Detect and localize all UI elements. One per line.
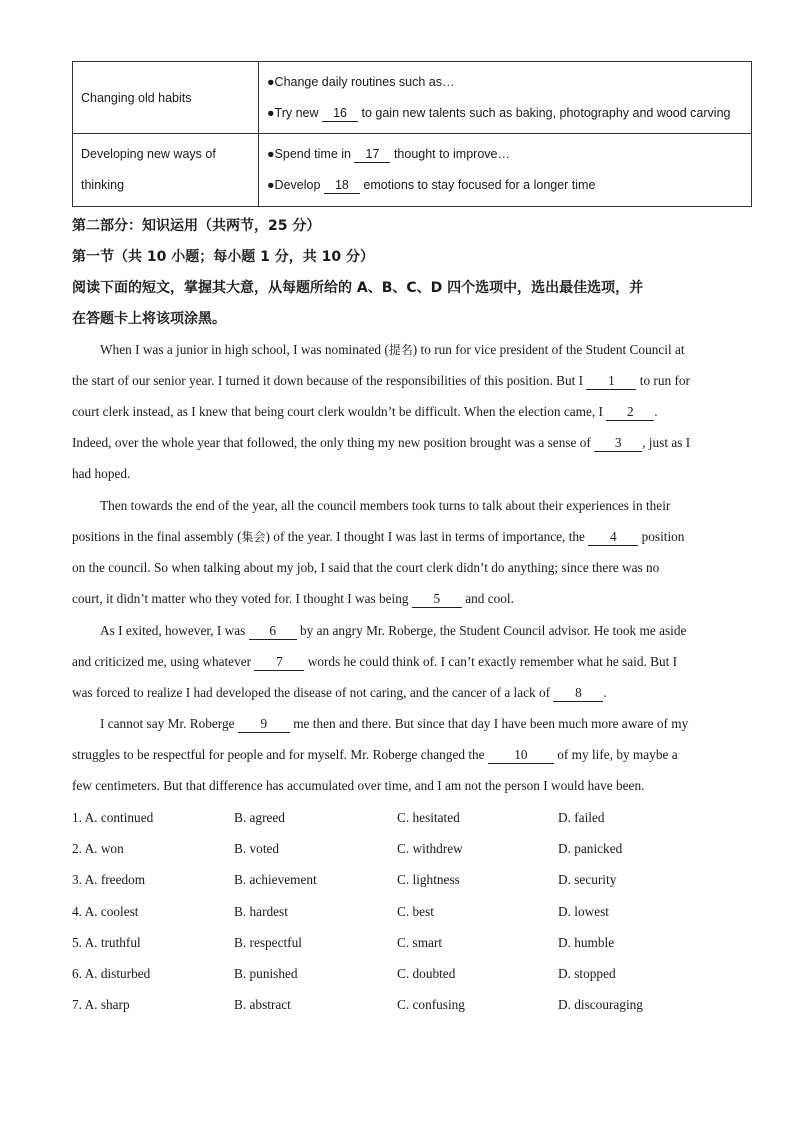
passage-line: had hoped. (72, 466, 131, 481)
table-item (267, 67, 743, 98)
option-a: 5. A. truthful (72, 934, 141, 950)
table-row-content (259, 134, 752, 207)
answer-options (72, 802, 752, 1020)
text: position (638, 529, 685, 544)
text: positions in the final assembly ( (72, 529, 242, 544)
passage-line (72, 396, 752, 427)
option-c: C. doubted (397, 965, 456, 981)
option-d: D. stopped (558, 965, 616, 981)
passage-line (72, 615, 752, 646)
option-a: 2. A. won (72, 841, 124, 857)
instruction-line: 阅读下面的短文，掌握其大意，从每题所给的 A、B、C、D 四个选项中，选出最佳选项，并 (72, 280, 644, 296)
passage-paragraph-2 (72, 490, 752, 614)
text: the start of our senior year. I turned it down because of the responsibilities of this position. But I (72, 373, 587, 388)
option-d: D. security (558, 872, 617, 888)
gloss-text: 提名 (388, 343, 413, 357)
option-c: C. smart (397, 934, 443, 950)
option-d: D. failed (558, 810, 605, 825)
table-row (73, 134, 752, 207)
option-c: C. lightness (397, 872, 460, 888)
option-row-7 (72, 989, 752, 1020)
text: was forced to realize I had developed the disease of not caring, and the cancer of a lack of (72, 685, 554, 700)
text: and criticized me, using whatever (72, 654, 255, 669)
option-d: D. panicked (558, 841, 623, 857)
text: me then and there. But since that day I have been much more aware of my (289, 716, 689, 731)
table-label-line: Changing old habits (81, 90, 192, 105)
option-c: C. confusing (397, 997, 465, 1013)
summary-table (72, 61, 752, 207)
option-row-2 (72, 833, 752, 864)
text: words he could think of. I can’t exactly remember what he said. But I (304, 654, 678, 669)
option-d: D. discouraging (558, 997, 643, 1013)
option-a: 7. A. sharp (72, 997, 130, 1013)
blank-16: 16 (322, 105, 358, 122)
option-c: C. hesitated (397, 810, 460, 825)
text: , just as I (642, 435, 691, 450)
blank-18: 18 (324, 177, 360, 194)
table-item (267, 98, 743, 129)
text: ) of the year. I thought I was last in terms of importance, the (265, 529, 589, 544)
text: struggles to be respectful for people and for myself. Mr. Roberge changed the (72, 747, 488, 762)
blank-6: 6 (249, 623, 297, 640)
text: to run for (636, 373, 690, 388)
passage-line (72, 583, 752, 614)
instruction-line: 在答题卡上将该项涂黑。 (72, 311, 226, 327)
text: ) to run for vice president of the Student Council at (412, 342, 685, 357)
passage-line (72, 739, 752, 770)
passage-line (72, 521, 752, 552)
passage-line (72, 365, 752, 396)
option-c: C. best (397, 903, 434, 919)
table-row-content (259, 62, 752, 134)
passage-paragraph-4 (72, 708, 752, 801)
table-row-label (73, 134, 259, 207)
option-a: 1. A. continued (72, 810, 154, 825)
blank-3: 3 (594, 435, 642, 452)
text: Indeed, over the whole year that followed, the only thing my new position brought was a sense of (72, 435, 595, 450)
option-b: B. respectful (234, 934, 302, 950)
passage-line: on the council. So when talking about my job, I said that the court clerk didn’t do anything; since there was no (72, 560, 660, 575)
option-b: B. punished (234, 965, 298, 981)
option-row-3 (72, 864, 752, 895)
option-b: B. hardest (234, 903, 288, 919)
table-label-line: Developing new ways of (81, 147, 216, 161)
option-c: C. withdrew (397, 841, 463, 857)
part-title: 第二部分：知识运用（共两节，25 分） (72, 218, 321, 234)
option-a: 6. A. disturbed (72, 965, 151, 981)
passage-line (72, 677, 752, 708)
blank-1: 1 (586, 373, 636, 390)
passage-line: few centimeters. But that difference has accumulated over time, and I am not the person I would have been. (72, 778, 645, 793)
passage-line (72, 427, 752, 458)
option-row-4 (72, 896, 752, 927)
table-row-label (73, 62, 259, 134)
passage-line (72, 708, 752, 739)
passage-line (72, 334, 752, 365)
text: court clerk instead, as I knew that being court clerk wouldn’t be difficult. When the election came, I (72, 404, 607, 419)
table-item-text: to gain new talents such as baking, photography and wood carving (358, 105, 731, 120)
blank-10: 10 (488, 747, 554, 764)
text: . (603, 685, 607, 700)
text: I cannot say Mr. Roberge (100, 716, 238, 731)
table-item-text: ●Change daily routines such as… (267, 74, 455, 89)
option-b: B. agreed (234, 810, 285, 825)
table-item-text: ●Spend time in (267, 147, 355, 161)
text: court, it didn’t matter who they voted for. I thought I was being (72, 591, 412, 606)
text: by an angry Mr. Roberge, the Student Council advisor. He took me aside (296, 623, 687, 638)
gloss-text: 集会 (241, 530, 266, 544)
option-a: 4. A. coolest (72, 903, 139, 919)
table-item-text: emotions to stay focused for a longer time (359, 178, 596, 192)
text: When I was a junior in high school, I was nominated ( (100, 342, 389, 357)
table-item (267, 170, 743, 201)
table-item-text: ●Try new (267, 105, 323, 120)
option-b: B. abstract (234, 997, 291, 1013)
option-row-6 (72, 958, 752, 989)
table-item (267, 139, 743, 170)
option-row-1 (72, 802, 752, 833)
option-b: B. achievement (234, 872, 317, 888)
passage-line: Then towards the end of the year, all the council members took turns to talk about their experiences in their (100, 498, 671, 513)
passage-paragraph-1 (72, 334, 752, 489)
blank-5: 5 (412, 591, 462, 608)
option-row-5 (72, 927, 752, 958)
text: . (654, 404, 658, 419)
text: of my life, by maybe a (553, 747, 678, 762)
blank-17: 17 (354, 146, 390, 163)
table-label-line: thinking (81, 178, 125, 192)
option-d: D. humble (558, 934, 615, 950)
table-row (73, 62, 752, 134)
text: and cool. (461, 591, 514, 606)
option-b: B. voted (234, 841, 280, 857)
passage-line (72, 646, 752, 677)
blank-9: 9 (238, 716, 290, 733)
option-d: D. lowest (558, 903, 609, 919)
passage-paragraph-3 (72, 615, 752, 708)
blank-4: 4 (588, 529, 638, 546)
table-item-text: thought to improve… (390, 147, 510, 161)
blank-2: 2 (606, 404, 654, 421)
blank-7: 7 (254, 654, 304, 671)
text: As I exited, however, I was (100, 623, 249, 638)
blank-8: 8 (553, 685, 603, 702)
option-a: 3. A. freedom (72, 872, 146, 888)
table-item-text: ●Develop (267, 178, 324, 192)
section-title: 第一节（共 10 小题；每小题 1 分，共 10 分） (72, 249, 374, 265)
